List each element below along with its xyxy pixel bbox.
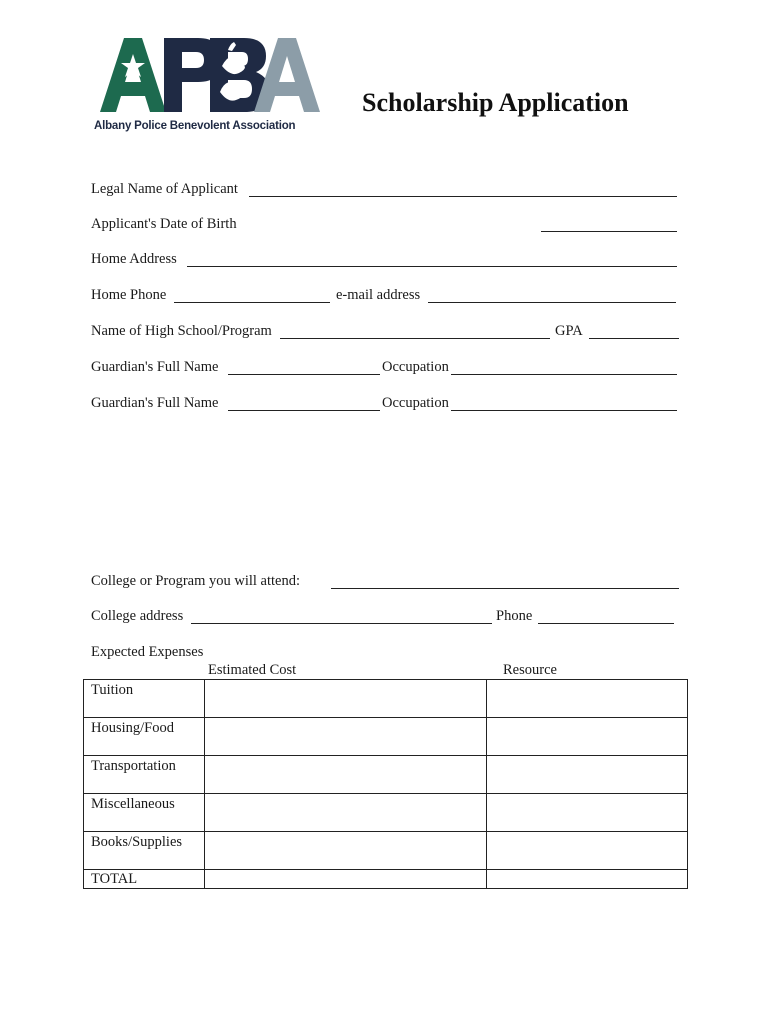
resource-cell[interactable]	[487, 680, 688, 718]
home-phone-field[interactable]	[174, 302, 330, 303]
estimated-cost-header: Estimated Cost	[208, 662, 297, 678]
table-row	[84, 680, 688, 718]
expenses-heading: Expected Expenses	[91, 644, 204, 660]
resource-cell[interactable]	[487, 756, 688, 794]
gpa-field[interactable]	[589, 338, 679, 339]
apba-logo-mark	[94, 36, 326, 118]
college-address-field[interactable]	[191, 623, 492, 624]
home-phone-label: Home Phone	[91, 287, 167, 303]
row-label: TOTAL	[84, 870, 205, 889]
email-field[interactable]	[428, 302, 676, 303]
table-row	[84, 832, 688, 870]
occupation-field[interactable]	[451, 374, 677, 375]
home-address-field[interactable]	[187, 266, 677, 267]
org-name: Albany Police Benevolent Association	[94, 120, 296, 132]
table-row	[84, 718, 688, 756]
legal-name-field[interactable]	[249, 196, 677, 197]
legal-name-label: Legal Name of Applicant	[91, 181, 238, 197]
dob-row	[91, 216, 681, 236]
estimated-cost-cell[interactable]	[205, 680, 487, 718]
occupation-label: Occupation	[382, 395, 449, 411]
home-address-label: Home Address	[91, 251, 177, 267]
dob-field[interactable]	[541, 231, 677, 232]
gpa-label: GPA	[555, 323, 583, 339]
resource-header: Resource	[503, 662, 557, 678]
page-title: Scholarship Application	[362, 88, 629, 117]
resource-cell[interactable]	[487, 718, 688, 756]
estimated-cost-cell[interactable]	[205, 832, 487, 870]
estimated-cost-cell[interactable]	[205, 794, 487, 832]
college-phone-label: Phone	[496, 608, 533, 624]
phone-email-row	[91, 287, 681, 307]
table-row	[84, 756, 688, 794]
row-label: Miscellaneous	[84, 794, 205, 832]
college-row	[91, 573, 681, 593]
dob-label: Applicant's Date of Birth	[91, 216, 237, 232]
guardian-row-2	[91, 395, 681, 415]
apba-logo	[94, 36, 326, 136]
estimated-cost-cell[interactable]	[205, 870, 487, 889]
guardian-name-field[interactable]	[228, 374, 380, 375]
resource-cell[interactable]	[487, 832, 688, 870]
estimated-cost-cell[interactable]	[205, 756, 487, 794]
high-school-label: Name of High School/Program	[91, 323, 272, 339]
college-field[interactable]	[331, 588, 679, 589]
guardian-name-label: Guardian's Full Name	[91, 395, 219, 411]
resource-cell[interactable]	[487, 870, 688, 889]
resource-cell[interactable]	[487, 794, 688, 832]
row-label: Books/Supplies	[84, 832, 205, 870]
college-address-row	[91, 608, 681, 628]
guardian-name-label: Guardian's Full Name	[91, 359, 219, 375]
legal-name-row	[91, 181, 681, 201]
home-address-row	[91, 251, 681, 271]
table-row	[84, 794, 688, 832]
high-school-row	[91, 323, 681, 343]
estimated-cost-cell[interactable]	[205, 718, 487, 756]
row-label: Housing/Food	[84, 718, 205, 756]
expenses-table	[83, 679, 688, 889]
college-address-label: College address	[91, 608, 184, 624]
occupation-field[interactable]	[451, 410, 677, 411]
college-phone-field[interactable]	[538, 623, 674, 624]
guardian-name-field[interactable]	[228, 410, 380, 411]
row-label: Transportation	[84, 756, 205, 794]
guardian-row-1	[91, 359, 681, 379]
college-label: College or Program you will attend:	[91, 573, 301, 589]
high-school-field[interactable]	[280, 338, 550, 339]
email-label: e-mail address	[336, 287, 421, 303]
row-label: Tuition	[84, 680, 205, 718]
total-row	[84, 870, 688, 889]
occupation-label: Occupation	[382, 359, 449, 375]
